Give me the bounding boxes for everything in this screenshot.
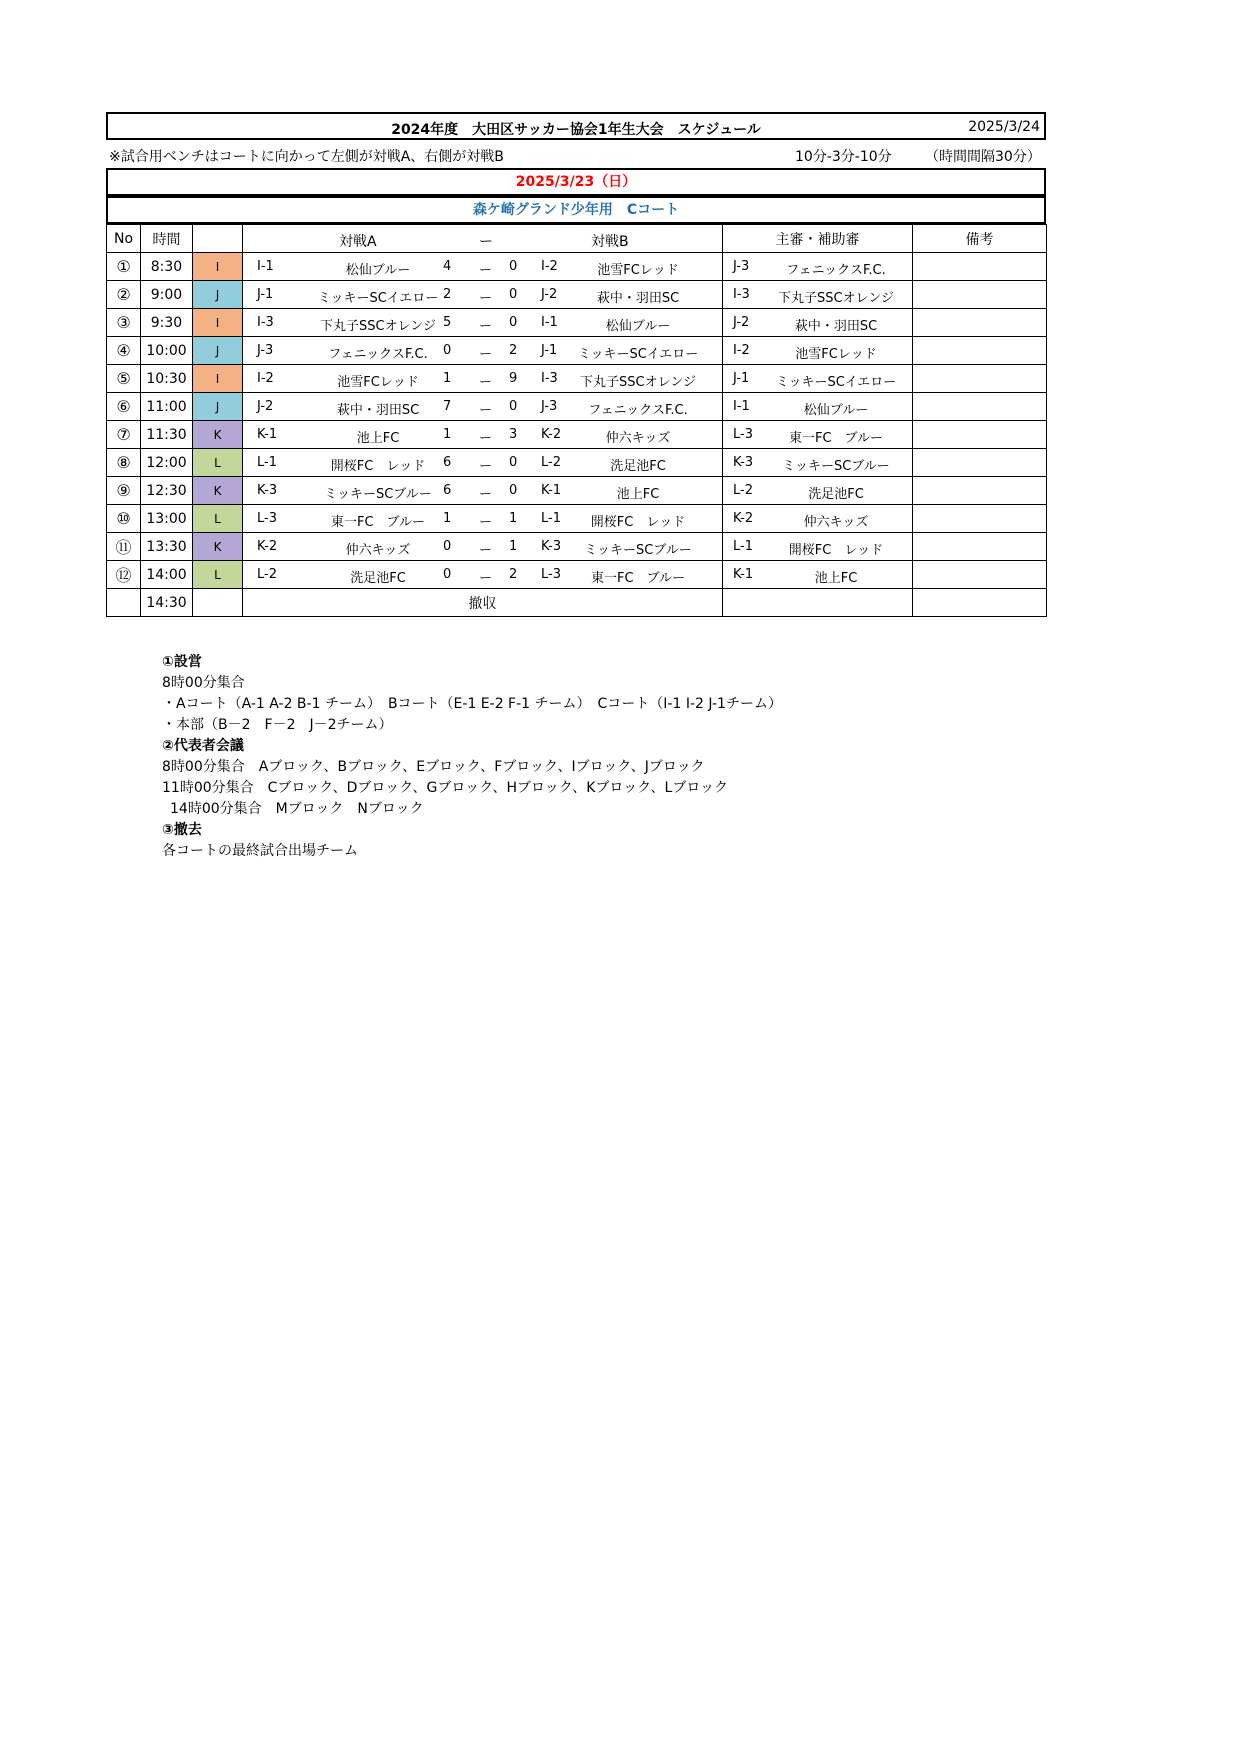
score-b: 3 [509, 427, 518, 442]
match-time: 12:30 [141, 477, 193, 505]
table-row [107, 281, 1047, 309]
match-number: ⑩ [107, 505, 141, 533]
match-cell [243, 253, 723, 281]
final-row [107, 589, 1047, 617]
code-b: J-3 [541, 399, 558, 414]
remarks-cell [913, 477, 1047, 505]
referee-code: K-2 [733, 511, 754, 526]
final-group [193, 589, 243, 617]
match-date: 2025/3/23（日） [515, 174, 637, 190]
table-row [107, 421, 1047, 449]
referee-team: 仲六キッズ [803, 515, 869, 530]
team-a: フェニックスF.C. [328, 347, 428, 362]
remarks-cell [913, 393, 1047, 421]
referee-cell [723, 253, 913, 281]
referee-team: 松仙ブルー [803, 403, 869, 418]
referee-cell [723, 533, 913, 561]
referee-team: ミッキーSCイエロー [775, 375, 897, 390]
match-number: ⑥ [107, 393, 141, 421]
meeting-line-3: 14時00分集合 Mブロック Nブロック [170, 801, 424, 817]
code-a: L-3 [257, 511, 277, 526]
referee-team: フェニックスF.C. [786, 263, 886, 278]
referee-cell [723, 477, 913, 505]
team-b: ミッキーSCイエロー [577, 347, 699, 362]
referee-code: L-1 [733, 539, 753, 554]
group-badge: J [193, 337, 243, 365]
table-row [107, 505, 1047, 533]
team-a: ミッキーSCブルー [324, 487, 432, 502]
team-b: 下丸子SSCオレンジ [580, 375, 696, 390]
referee-cell [723, 393, 913, 421]
match-number: ⑨ [107, 477, 141, 505]
col-team-a: 対戦A [339, 234, 377, 250]
group-badge: I [193, 365, 243, 393]
remarks-cell [913, 365, 1047, 393]
remarks-cell [913, 281, 1047, 309]
table-row [107, 253, 1047, 281]
match-number: ② [107, 281, 141, 309]
final-no [107, 589, 141, 617]
match-time: 12:00 [141, 449, 193, 477]
header-row [107, 225, 1047, 253]
group-badge: K [193, 421, 243, 449]
score-b: 0 [509, 287, 518, 302]
score-b: 1 [509, 511, 518, 526]
team-a: 池上FC [356, 431, 400, 446]
match-time: 10:00 [141, 337, 193, 365]
match-cell [243, 449, 723, 477]
referee-team: 池上FC [814, 571, 858, 586]
col-group [193, 225, 243, 253]
note-row [109, 146, 1049, 166]
cleanup-text: 各コートの最終試合出場チーム [162, 843, 358, 859]
match-time: 8:30 [141, 253, 193, 281]
score-b: 0 [509, 455, 518, 470]
match-cell [243, 281, 723, 309]
referee-cell [723, 365, 913, 393]
code-a: K-2 [257, 539, 278, 554]
score-a: 7 [443, 399, 452, 414]
match-cell [243, 421, 723, 449]
referee-code: J-3 [733, 259, 750, 274]
match-number: ③ [107, 309, 141, 337]
referee-cell [723, 337, 913, 365]
final-remarks [913, 589, 1047, 617]
code-b: I-2 [541, 259, 558, 274]
col-time: 時間 [141, 225, 193, 253]
code-a: L-2 [257, 567, 277, 582]
match-cell [243, 533, 723, 561]
remarks-cell [913, 309, 1047, 337]
referee-team: 東一FC ブルー [788, 431, 884, 446]
match-time: 13:00 [141, 505, 193, 533]
code-a: L-1 [257, 455, 277, 470]
remarks-cell [913, 253, 1047, 281]
referee-team: ミッキーSCブルー [782, 459, 890, 474]
document-title: 2024年度 大田区サッカー協会1年生大会 スケジュール [391, 122, 761, 138]
match-cell [243, 505, 723, 533]
score-a: 6 [443, 483, 452, 498]
team-a: 下丸子SSCオレンジ [320, 319, 436, 334]
team-a: 仲六キッズ [345, 543, 411, 558]
title-box [106, 112, 1046, 140]
referee-code: J-2 [733, 315, 750, 330]
code-a: I-3 [257, 315, 274, 330]
team-a: 池雪FCレッド [337, 375, 419, 390]
table-row [107, 561, 1047, 589]
match-time: 11:30 [141, 421, 193, 449]
score-a: 0 [443, 567, 452, 582]
final-time: 14:30 [141, 589, 193, 617]
code-b: J-1 [541, 343, 558, 358]
team-a: 東一FC ブルー [330, 515, 426, 530]
team-a: ミッキーSCイエロー [317, 291, 439, 306]
match-cell [243, 561, 723, 589]
team-b: 萩中・羽田SC [596, 291, 680, 306]
code-b: I-3 [541, 371, 558, 386]
remarks-cell [913, 449, 1047, 477]
team-b: 開桜FC レッド [590, 515, 686, 530]
score-b: 2 [509, 567, 518, 582]
referee-cell [723, 505, 913, 533]
table-row [107, 365, 1047, 393]
score-a: 1 [443, 427, 452, 442]
col-remarks: 備考 [913, 225, 1047, 253]
setup-courts: ・Aコート（A-1 A-2 B-1 チーム） Bコート（E-1 E-2 F-1 チーム） Cコート（I-1 I-2 J-1チーム） [162, 696, 782, 712]
col-match [243, 225, 723, 253]
score-dash: ー [479, 487, 493, 502]
team-b: 東一FC ブルー [590, 571, 686, 586]
code-a: J-3 [257, 343, 274, 358]
setup-time: 8時00分集合 [162, 675, 245, 691]
meeting-line-1: 8時00分集合 Aブロック、Bブロック、Eブロック、Fブロック、Iブロック、Jブロック [162, 759, 705, 775]
venue-name: 森ケ崎グランド少年用 Cコート [472, 202, 680, 218]
score-dash: ー [479, 263, 493, 278]
referee-cell [723, 421, 913, 449]
code-a: K-3 [257, 483, 278, 498]
referee-cell [723, 449, 913, 477]
code-b: K-1 [541, 483, 562, 498]
referee-cell [723, 561, 913, 589]
match-time: 10:30 [141, 365, 193, 393]
score-dash: ー [479, 515, 493, 530]
issue-date: 2025/3/24 [968, 119, 1040, 135]
match-time: 14:00 [141, 561, 193, 589]
referee-team: 下丸子SSCオレンジ [778, 291, 894, 306]
code-b: K-3 [541, 539, 562, 554]
group-badge: J [193, 281, 243, 309]
referee-code: J-1 [733, 371, 750, 386]
match-number: ⑤ [107, 365, 141, 393]
score-b: 1 [509, 539, 518, 554]
code-a: I-1 [257, 259, 274, 274]
venue-box [106, 196, 1046, 224]
code-b: I-1 [541, 315, 558, 330]
table-row [107, 309, 1047, 337]
code-b: J-2 [541, 287, 558, 302]
score-b: 0 [509, 483, 518, 498]
cleanup-heading: ③撤去 [162, 822, 202, 838]
referee-cell [723, 309, 913, 337]
col-no: No [107, 225, 141, 253]
score-dash: ー [479, 319, 493, 334]
match-time: 13:30 [141, 533, 193, 561]
referee-code: K-3 [733, 455, 754, 470]
referee-code: I-1 [733, 399, 750, 414]
table-row [107, 393, 1047, 421]
group-badge: L [193, 505, 243, 533]
team-a: 開桜FC レッド [330, 459, 426, 474]
referee-team: 萩中・羽田SC [794, 319, 878, 334]
team-b: フェニックスF.C. [588, 403, 688, 418]
score-b: 0 [509, 259, 518, 274]
referee-code: L-2 [733, 483, 753, 498]
match-number: ④ [107, 337, 141, 365]
referee-code: K-1 [733, 567, 754, 582]
score-dash: ー [479, 347, 493, 362]
code-a: J-2 [257, 399, 274, 414]
setup-heading: ①設営 [162, 654, 202, 670]
col-vs: ー [479, 234, 493, 250]
remarks-cell [913, 561, 1047, 589]
referee-cell [723, 281, 913, 309]
col-referee: 主審・補助審 [723, 225, 913, 253]
team-b: 仲六キッズ [605, 431, 671, 446]
score-a: 0 [443, 343, 452, 358]
referee-code: I-3 [733, 287, 750, 302]
score-dash: ー [479, 291, 493, 306]
col-team-b: 対戦B [591, 234, 629, 250]
final-label: 撤収 [243, 589, 723, 617]
score-a: 2 [443, 287, 452, 302]
table-row [107, 449, 1047, 477]
table-row [107, 477, 1047, 505]
meeting-heading: ②代表者会議 [162, 738, 244, 754]
match-cell [243, 309, 723, 337]
meeting-line-2: 11時00分集合 Cブロック、Dブロック、Gブロック、Hブロック、Kブロック、Lブロック [162, 780, 729, 796]
score-a: 1 [443, 511, 452, 526]
team-b: 池雪FCレッド [597, 263, 679, 278]
match-date-box [106, 168, 1046, 196]
code-a: I-2 [257, 371, 274, 386]
match-number: ⑪ [107, 533, 141, 561]
code-b: K-2 [541, 427, 562, 442]
match-time: 11:00 [141, 393, 193, 421]
time-interval: （時間間隔30分） [925, 149, 1041, 165]
match-number: ⑧ [107, 449, 141, 477]
group-badge: I [193, 309, 243, 337]
code-a: J-1 [257, 287, 274, 302]
score-dash: ー [479, 375, 493, 390]
group-badge: K [193, 477, 243, 505]
referee-team: 開桜FC レッド [788, 543, 884, 558]
bench-note: ※試合用ベンチはコートに向かって左側が対戦A、右側が対戦B [109, 149, 504, 165]
team-a: 松仙ブルー [345, 263, 411, 278]
remarks-cell [913, 533, 1047, 561]
notes-section [162, 652, 782, 862]
remarks-cell [913, 421, 1047, 449]
score-a: 0 [443, 539, 452, 554]
team-b: 池上FC [616, 487, 660, 502]
referee-code: I-2 [733, 343, 750, 358]
match-number: ⑫ [107, 561, 141, 589]
remarks-cell [913, 337, 1047, 365]
group-badge: L [193, 449, 243, 477]
score-a: 6 [443, 455, 452, 470]
code-b: L-2 [541, 455, 561, 470]
match-cell [243, 393, 723, 421]
match-time: 9:30 [141, 309, 193, 337]
match-cell [243, 337, 723, 365]
final-referee [723, 589, 913, 617]
score-dash: ー [479, 459, 493, 474]
match-cell [243, 365, 723, 393]
code-b: L-3 [541, 567, 561, 582]
group-badge: I [193, 253, 243, 281]
group-badge: L [193, 561, 243, 589]
score-b: 9 [509, 371, 518, 386]
score-dash: ー [479, 403, 493, 418]
match-number: ⑦ [107, 421, 141, 449]
referee-code: L-3 [733, 427, 753, 442]
match-time: 9:00 [141, 281, 193, 309]
score-a: 4 [443, 259, 452, 274]
group-badge: J [193, 393, 243, 421]
score-dash: ー [479, 431, 493, 446]
match-cell [243, 477, 723, 505]
score-dash: ー [479, 543, 493, 558]
match-number: ① [107, 253, 141, 281]
code-a: K-1 [257, 427, 278, 442]
referee-team: 洗足池FC [808, 487, 864, 502]
group-badge: K [193, 533, 243, 561]
team-a: 萩中・羽田SC [336, 403, 420, 418]
score-a: 1 [443, 371, 452, 386]
team-b: ミッキーSCブルー [584, 543, 692, 558]
match-format: 10分-3分-10分 [795, 149, 892, 165]
score-dash: ー [479, 571, 493, 586]
score-b: 0 [509, 399, 518, 414]
team-b: 洗足池FC [610, 459, 666, 474]
score-b: 2 [509, 343, 518, 358]
remarks-cell [913, 505, 1047, 533]
table-row [107, 533, 1047, 561]
setup-hq: ・本部（B－2 F－2 J－2チーム） [162, 717, 393, 733]
referee-team: 池雪FCレッド [795, 347, 877, 362]
score-b: 0 [509, 315, 518, 330]
schedule-table [106, 224, 1047, 617]
score-a: 5 [443, 315, 452, 330]
team-b: 松仙ブルー [605, 319, 671, 334]
team-a: 洗足池FC [350, 571, 406, 586]
code-b: L-1 [541, 511, 561, 526]
table-row [107, 337, 1047, 365]
